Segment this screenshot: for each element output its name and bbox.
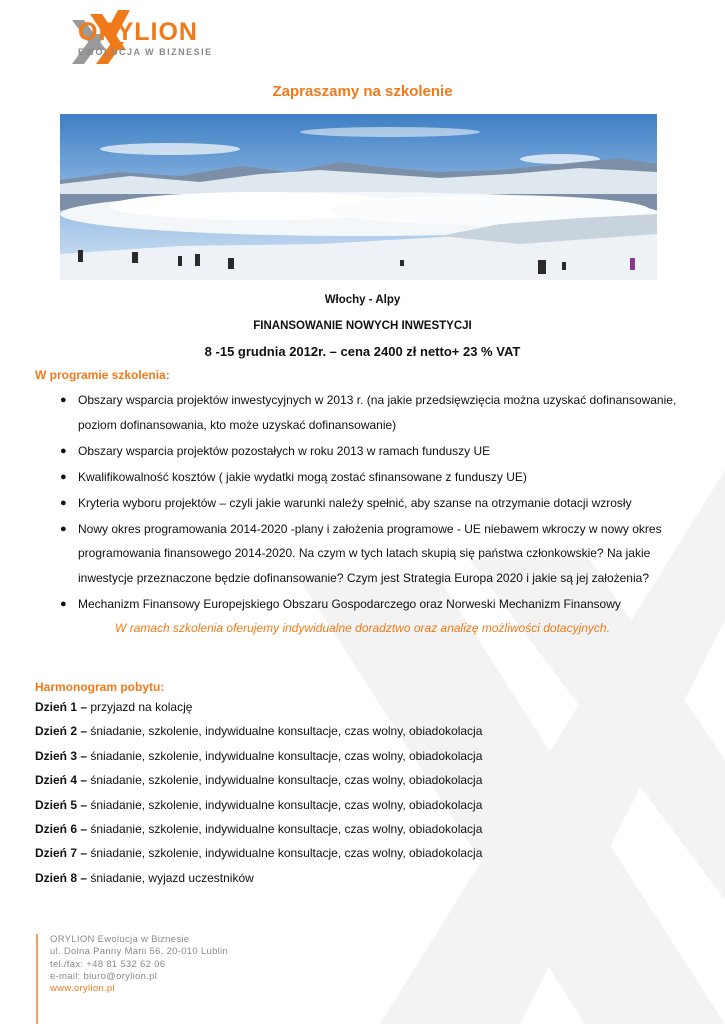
program-heading: W programie szkolenia: <box>35 368 170 382</box>
footer-divider <box>36 934 38 1024</box>
schedule-text: śniadanie, szkolenie, indywidualne konsultacje, czas wolny, obiadokolacja <box>87 773 483 788</box>
list-item-text: Obszary wsparcia projektów inwestycyjnych w 2013 r. (na jakie przedsięwzięcia można uzyskać dofinansowanie, poziom dofinansowania, kto może uzyskać dofinansowanie) <box>78 393 677 432</box>
list-item <box>60 465 680 490</box>
schedule-row <box>35 746 675 770</box>
bullet-icon: ● <box>60 394 67 406</box>
footer-email[interactable]: e-mail: biuro@orylion.pl <box>50 970 158 982</box>
program-list <box>60 388 680 618</box>
footer-phone: tel./fax: +48 81 532 62 06 <box>50 958 166 970</box>
schedule-row <box>35 843 675 867</box>
schedule-heading: Harmonogram pobytu: <box>35 680 165 694</box>
schedule-day: Dzień 8 – <box>35 870 88 885</box>
offer-note: W ramach szkolenia oferujemy indywidualne doradztwo oraz analizę możliwości dotacyjnych. <box>115 621 610 635</box>
logo-wordmark <box>78 20 213 57</box>
schedule-row <box>35 721 675 745</box>
dates-and-price: 8 -15 grudnia 2012r. – cena 2400 zł netto+ 23 % VAT <box>204 344 521 359</box>
schedule-text: przyjazd na kolację <box>87 700 193 714</box>
schedule-row <box>35 819 675 843</box>
schedule-text: śniadanie, szkolenie, indywidualne konsultacje, czas wolny, obiadokolacja <box>87 748 483 763</box>
schedule-row <box>35 868 675 892</box>
footer-address: ul. Dolna Panny Marii 56, 20-010 Lublin <box>50 946 229 958</box>
footer-company: ORYLION Ewolucja w Biznesie <box>50 934 190 945</box>
schedule-text: śniadanie, wyjazd uczestników <box>87 870 254 885</box>
logo-tagline: EWOLUCJA W BIZNESIE <box>78 47 213 57</box>
schedule-day: Dzień 4 – <box>35 773 88 788</box>
list-item <box>60 388 680 437</box>
list-item-text: Kwalifikowalność kosztów ( jakie wydatki mogą zostać sfinansowane z funduszy UE) <box>78 469 527 484</box>
schedule-text: śniadanie, szkolenie, indywidualne konsultacje, czas wolny, obiadokolacja <box>87 846 483 861</box>
bullet-icon: ● <box>60 522 67 535</box>
list-item <box>60 439 680 464</box>
footer-website-link[interactable]: www.orylion.pl <box>50 983 115 995</box>
page-title: Zapraszamy na szkolenie <box>272 83 453 100</box>
list-item <box>60 517 680 591</box>
schedule-day: Dzień 6 – <box>35 821 88 836</box>
schedule-text: śniadanie, szkolenie, indywidualne konsultacje, czas wolny, obiadokolacja <box>87 797 483 812</box>
footer-contact <box>50 934 228 995</box>
schedule-day: Dzień 3 – <box>35 748 88 763</box>
schedule-day: Dzień 7 – <box>35 846 88 861</box>
bullet-icon: ● <box>60 444 67 457</box>
trip-location: Włochy - Alpy <box>324 294 401 306</box>
schedule-day: Dzień 5 – <box>35 797 88 812</box>
schedule-row <box>35 770 675 794</box>
bullet-icon: ● <box>60 496 67 509</box>
list-item-text: Kryteria wyboru projektów – czyli jakie warunki należy spełnić, aby szanse na otrzymanie dotacji wzrosły <box>78 495 632 510</box>
mountain-snow-photo <box>60 114 657 280</box>
list-item <box>60 592 680 617</box>
list-item-text: Mechanizm Finansowy Europejskiego Obszaru Gospodarczego oraz Norweski Mechanizm Finansowy <box>78 596 621 611</box>
list-item <box>60 491 680 516</box>
schedule-text: śniadanie, szkolenie, indywidualne konsultacje, czas wolny, obiadokolacja <box>87 821 483 836</box>
schedule-list <box>35 697 675 892</box>
bullet-icon: ● <box>60 597 67 610</box>
list-item-text: Nowy okres programowania 2014-2020 -plany i założenia programowe - UE niebawem wkroczy w nowy okres programowania finansowego 2014-2020. Na czym w tych latach skupią się państwa członkowskie? Na jakie inwestycje przeznaczone będzie dofinansowanie? Czym jest Strategia Europa 2020 i jakie są jej założenia? <box>78 521 662 585</box>
list-item-text: Obszary wsparcia projektów pozostałych w roku 2013 w ramach funduszy UE <box>78 443 491 458</box>
schedule-day: Dzień 1 – <box>35 700 88 714</box>
bullet-icon: ● <box>60 470 67 483</box>
schedule-text: śniadanie, szkolenie, indywidualne konsultacje, czas wolny, obiadokolacja <box>87 724 483 739</box>
schedule-row <box>35 795 675 819</box>
schedule-day: Dzień 2 – <box>35 724 88 739</box>
training-name: FINANSOWANIE NOWYCH INWESTYCJI <box>253 320 472 332</box>
logo-name: ORYLION <box>78 18 198 46</box>
schedule-row <box>35 697 675 721</box>
